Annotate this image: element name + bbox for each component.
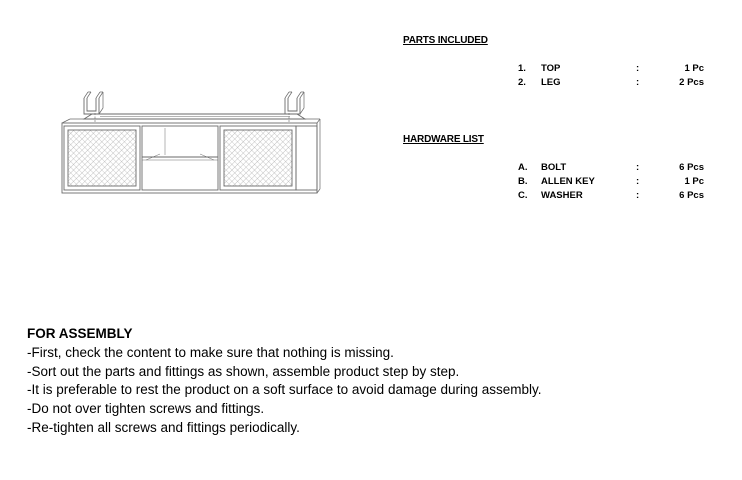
item-index: B. (518, 176, 528, 187)
item-name: WASHER (541, 190, 583, 201)
item-qty: 2 Pcs (679, 77, 704, 88)
assembly-line: -Re-tighten all screws and fittings periodically. (27, 419, 300, 435)
item-index: 2. (518, 77, 526, 88)
item-colon: : (636, 77, 640, 88)
assembly-line: -First, check the content to make sure that nothing is missing. (27, 344, 394, 360)
item-qty: 6 Pcs (679, 162, 704, 173)
assembly-line: -Do not over tighten screws and fittings. (27, 401, 265, 417)
parts-included-heading: PARTS INCLUDED (403, 35, 488, 46)
assembly-title: FOR ASSEMBLY (27, 326, 133, 341)
item-name: ALLEN KEY (541, 176, 595, 187)
assembly-instructions (27, 325, 627, 438)
item-qty: 6 Pcs (679, 190, 704, 201)
item-name: LEG (541, 77, 561, 88)
item-colon: : (636, 176, 640, 187)
item-index: C. (518, 190, 528, 201)
item-name: TOP (541, 63, 561, 74)
item-colon: : (636, 63, 640, 74)
item-name: BOLT (541, 162, 567, 173)
list-item (0, 63, 742, 77)
item-index: A. (518, 162, 528, 173)
item-qty: 1 Pc (684, 63, 704, 74)
list-item (0, 162, 742, 176)
item-colon: : (636, 190, 640, 201)
item-qty: 1 Pc (684, 176, 704, 187)
item-index: 1. (518, 63, 526, 74)
hardware-list-heading: HARDWARE LIST (403, 134, 484, 145)
assembly-line: -It is preferable to rest the product on a soft surface to avoid damage during assembly. (27, 382, 542, 398)
list-item (0, 190, 742, 204)
list-item (0, 176, 742, 190)
list-item (0, 77, 742, 91)
item-colon: : (636, 162, 640, 173)
assembly-line: -Sort out the parts and fittings as shown, assemble product step by step. (27, 363, 460, 379)
